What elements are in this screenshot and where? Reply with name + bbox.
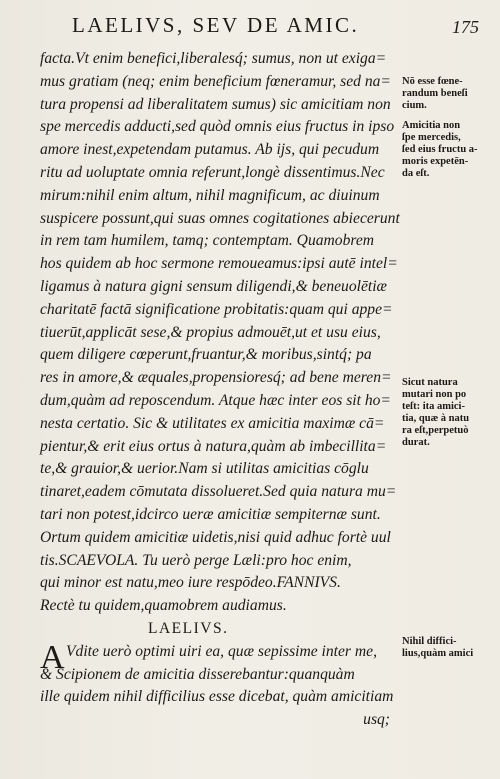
note-line: ra eſt,perpetuò [402, 425, 469, 436]
marginal-note [402, 76, 494, 112]
text-line: tinaret,eadem cōmutata dissolueret.Sed quia natura mu= [40, 483, 397, 501]
text-line: in rem tam humilem, tamq; contemptam. Quamobrem [40, 232, 375, 250]
note-line: mutari non po [402, 389, 467, 400]
note-line: tia, quæ à natu [402, 413, 470, 424]
text-line: qui minor est natu,meo iure respōdeo.FANNIVS. [40, 574, 341, 592]
text-line: suspicere possunt,qui suas omnes cogitationes abiecerunt [40, 209, 400, 227]
page-number: 175 [452, 17, 479, 37]
note-line: lius,quàm amici [402, 648, 474, 659]
text-line: pientur,& erit eius ortus à natura,quàm ab imbecillita= [40, 437, 387, 455]
marginal-note [402, 377, 494, 449]
section-heading: LAELIVS. [148, 619, 229, 637]
note-line: cium. [402, 100, 427, 111]
text-line: spe mercedis adducti,sed quòd omnis eius fructus in ipso [40, 118, 395, 136]
note-line: durat. [402, 437, 430, 448]
text-line: tari non potest,idcirco ueræ amicitiæ sempiternæ sunt. [40, 505, 381, 523]
text-line: mirum:nihil enim altum, nihil magnificum, ac diuinum [40, 186, 380, 204]
text-line: ritu ad uoluptate omnia referunt,longè dissentimus.Nec [40, 163, 385, 181]
text-line: tura propensi ad liberalitatem sumus) sic amicitiam non [40, 95, 391, 113]
note-line: teſt: ita amici- [402, 401, 465, 412]
note-line: da eſt. [402, 168, 430, 179]
note-line: moris expetēn- [402, 156, 469, 167]
text-line: quem diligere cœperunt,fruantur,& moribus,sintq́; pa [40, 346, 372, 364]
text-line: Vdite uerò optimi uiri ea, quæ sepissime inter me, [66, 642, 377, 660]
text-line: res in amore,& æquales,propensioresq́; ad bene meren= [40, 369, 392, 387]
text-line: mus gratiam (neq; enim beneficium fœneramur, sed na= [40, 72, 391, 90]
text-line: ligamus à natura gigni sensum diligendi,& beneuolētiæ [40, 277, 387, 295]
note-line: Sicut natura [402, 377, 458, 388]
note-line: Nō esse fœne- [402, 76, 463, 87]
text-line: ille quidem nihil difficilius esse dicebat, quàm amicitiam [40, 688, 394, 706]
text-line: & Scipionem de amicitia disserebantur:quanquàm [40, 665, 355, 683]
text-line: hos quidem ab hoc sermone remoueamus:ipsi autē intel= [40, 255, 398, 273]
note-line: randum beneſi [402, 88, 468, 99]
text-line: facta.Vt enim benefici,liberalesq́; sumus, non ut exiga= [40, 50, 387, 67]
marginal-note [402, 636, 494, 660]
note-line: ſed eius fructu a- [402, 144, 478, 155]
text-line: charitatē factā significatione probitatis:quam qui appe= [40, 300, 393, 318]
text-line: nesta certatio. Sic & utilitates ex amicitia maximæ cā= [40, 414, 385, 432]
text-line: Rectè tu quidem,quamobrem audiamus. [40, 597, 287, 615]
text-line: dum,quàm ad reposcendum. Atque hæc inter eos sit ho= [40, 391, 391, 409]
note-line: ſpe mercedis, [402, 132, 461, 143]
note-line: Nihil diffici- [402, 636, 457, 647]
text-line: amore inest,expetendam putamus. Ab ijs, qui pecudum [40, 141, 380, 159]
text-line: te,& grauior,& uerior.Nam si utilitas amicitias cōglu [40, 460, 369, 478]
running-header: LAELIVS, SEV DE AMIC. [72, 13, 360, 37]
text-line: tis.SCAEVOLA. Tu uerò perge Læli:pro hoc enim, [40, 551, 352, 569]
note-line: Amicitia non [402, 120, 461, 131]
main-text-block [40, 48, 400, 732]
text-line: Ortum quidem amicitiæ uidetis,nisi quid adhuc fortè uul [40, 528, 391, 546]
drop-initial: A [40, 638, 65, 676]
marginal-note [402, 120, 494, 180]
catchword: usq; [363, 711, 390, 729]
text-line: tiuerūt,applicāt sese,& propius admouēt,ut et usu eius, [40, 323, 381, 341]
